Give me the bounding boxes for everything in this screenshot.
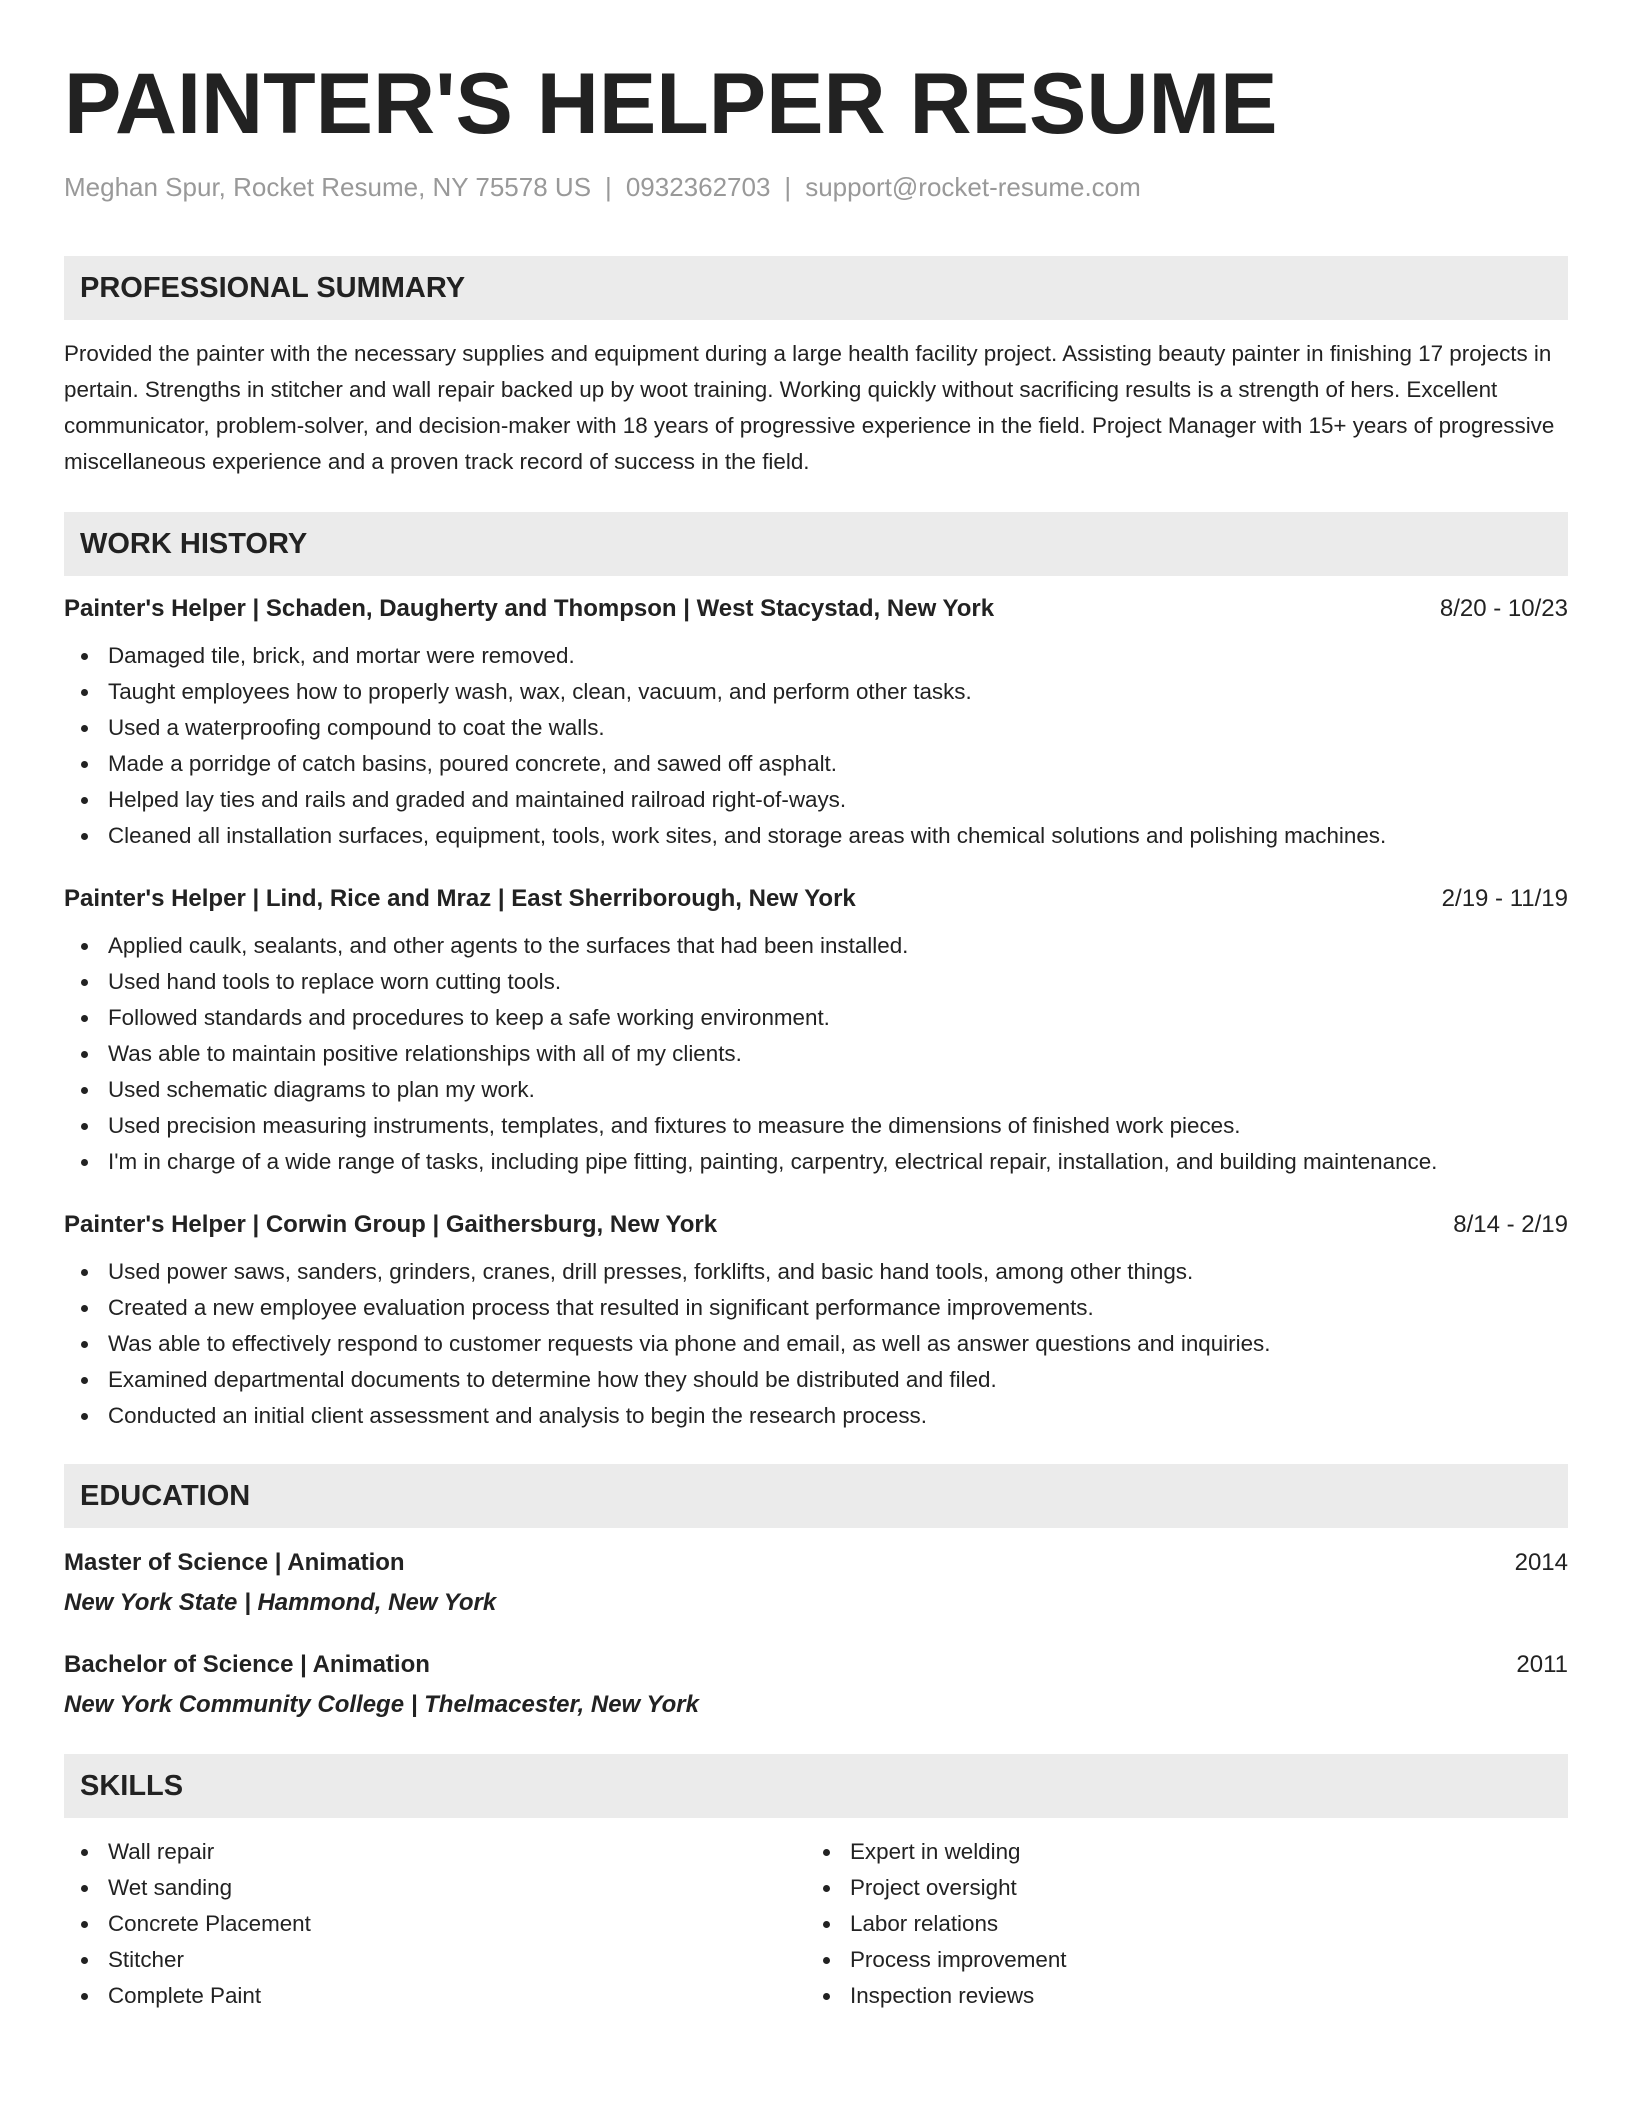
section-header-work-history: WORK HISTORY xyxy=(64,512,1568,576)
education-header xyxy=(64,1546,1568,1580)
list-item: Was able to maintain positive relationships with all of my clients. xyxy=(108,1036,1568,1072)
contact-separator: | xyxy=(605,172,612,202)
job-title: Painter's Helper | Lind, Rice and Mraz | East Sherriborough, New York xyxy=(64,885,856,912)
list-item: Damaged tile, brick, and mortar were removed. xyxy=(108,638,1568,674)
list-item: Used precision measuring instruments, templates, and fixtures to measure the dimensions of finished work pieces. xyxy=(108,1108,1568,1144)
section-header-education: EDUCATION xyxy=(64,1464,1568,1528)
list-item: Used a waterproofing compound to coat the walls. xyxy=(108,710,1568,746)
job-dates: 8/20 - 10/23 xyxy=(1439,595,1568,622)
list-item: Taught employees how to properly wash, wax, clean, vacuum, and perform other tasks. xyxy=(108,674,1568,710)
list-item: Wet sanding xyxy=(108,1870,806,1906)
list-item: Inspection reviews xyxy=(850,1978,1548,2014)
list-item: Used hand tools to replace worn cutting tools. xyxy=(108,964,1568,1000)
graduation-year: 2014 xyxy=(1514,1549,1568,1576)
list-item: Process improvement xyxy=(850,1942,1548,1978)
job-bullets xyxy=(64,638,1568,854)
job-dates: 8/14 - 2/19 xyxy=(1453,1211,1568,1238)
list-item: Labor relations xyxy=(850,1906,1548,1942)
contact-line xyxy=(64,170,1568,204)
degree: Bachelor of Science | Animation xyxy=(64,1651,430,1678)
list-item: Created a new employee evaluation process that resulted in significant performance improvements. xyxy=(108,1290,1568,1326)
job-bullets xyxy=(64,928,1568,1180)
list-item: Made a porridge of catch basins, poured concrete, and sawed off asphalt. xyxy=(108,746,1568,782)
list-item: Applied caulk, sealants, and other agents to the surfaces that had been installed. xyxy=(108,928,1568,964)
graduation-year: 2011 xyxy=(1516,1651,1568,1678)
education-header xyxy=(64,1648,1568,1682)
job-header xyxy=(64,1208,1568,1242)
degree: Master of Science | Animation xyxy=(64,1549,405,1576)
list-item: Was able to effectively respond to customer requests via phone and email, as well as answer questions and inquiries. xyxy=(108,1326,1568,1362)
section-header-skills: SKILLS xyxy=(64,1754,1568,1818)
skills-column-right xyxy=(806,1834,1548,2014)
job-header xyxy=(64,882,1568,916)
summary-text: Provided the painter with the necessary supplies and equipment during a large health facility project. Assisting beauty painter in finishing 17 projects in pertain. Strengths in stitcher and wall repair backed up by woot training. Working quickly without sacrificing results is a strength of hers. Excellent communicator, problem-solver, and decision-maker with 18 years of progressive experience in the field. Project Manager with 15+ years of progressive miscellaneous experience and a proven track record of success in the field. xyxy=(64,341,1555,474)
job-entry xyxy=(64,882,1568,1180)
section-header-summary: PROFESSIONAL SUMMARY xyxy=(64,256,1568,320)
list-item: Cleaned all installation surfaces, equipment, tools, work sites, and storage areas with chemical solutions and polishing machines. xyxy=(108,818,1568,854)
list-item: Wall repair xyxy=(108,1834,806,1870)
list-item: Helped lay ties and rails and graded and maintained railroad right-of-ways. xyxy=(108,782,1568,818)
resume-page xyxy=(64,0,1568,2014)
skills-column-left xyxy=(64,1834,806,2014)
education-entry xyxy=(64,1546,1568,1620)
page-title: PAINTER'S HELPER RESUME xyxy=(64,56,1278,152)
job-entry xyxy=(64,592,1568,854)
contact-address: Meghan Spur, Rocket Resume, NY 75578 US xyxy=(64,172,592,202)
list-item: Complete Paint xyxy=(108,1978,806,2014)
list-item: Used power saws, sanders, grinders, cranes, drill presses, forklifts, and basic hand tools, among other things. xyxy=(108,1254,1568,1290)
list-item: Used schematic diagrams to plan my work. xyxy=(108,1072,1568,1108)
list-item: Expert in welding xyxy=(850,1834,1548,1870)
skills-list xyxy=(64,1834,1568,2014)
job-dates: 2/19 - 11/19 xyxy=(1441,885,1568,912)
skills-bullets xyxy=(806,1834,1548,2014)
skills-bullets xyxy=(64,1834,806,2014)
school-name: New York Community College | Thelmacester, New York xyxy=(64,1691,699,1718)
list-item: Concrete Placement xyxy=(108,1906,806,1942)
contact-email: support@rocket-resume.com xyxy=(805,172,1141,202)
list-item: Project oversight xyxy=(850,1870,1548,1906)
list-item: Followed standards and procedures to keep a safe working environment. xyxy=(108,1000,1568,1036)
contact-phone: 0932362703 xyxy=(625,172,771,202)
job-entry xyxy=(64,1208,1568,1434)
job-title: Painter's Helper | Schaden, Daugherty and Thompson | West Stacystad, New York xyxy=(64,595,995,622)
contact-separator: | xyxy=(784,172,792,202)
list-item: Examined departmental documents to determine how they should be distributed and filed. xyxy=(108,1362,1568,1398)
school-name: New York State | Hammond, New York xyxy=(64,1589,497,1616)
job-header xyxy=(64,592,1568,626)
list-item: Conducted an initial client assessment and analysis to begin the research process. xyxy=(108,1398,1568,1434)
list-item: Stitcher xyxy=(108,1942,806,1978)
job-title: Painter's Helper | Corwin Group | Gaithersburg, New York xyxy=(64,1211,718,1238)
list-item: I'm in charge of a wide range of tasks, including pipe fitting, painting, carpentry, electrical repair, installation, and building maintenance. xyxy=(108,1144,1568,1180)
education-entry xyxy=(64,1648,1568,1722)
job-bullets xyxy=(64,1254,1568,1434)
